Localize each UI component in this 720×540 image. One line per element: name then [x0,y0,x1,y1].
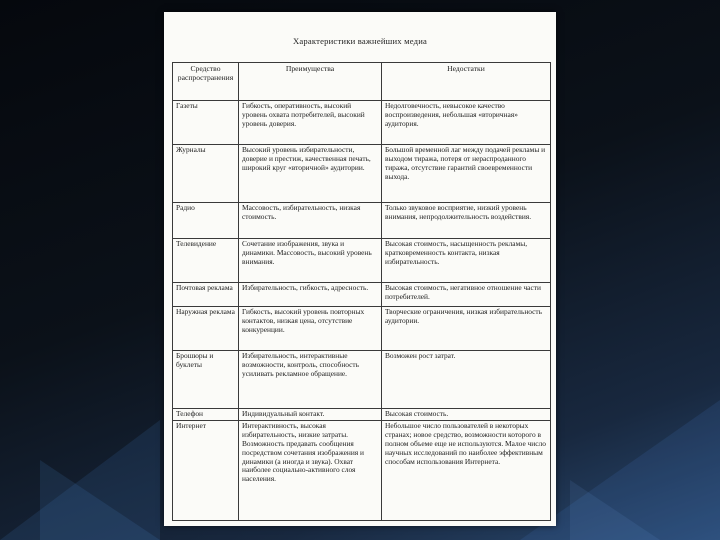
advantages-cell: Гибкость, высокий уровень повторных контактов, низкая цена, отсутствие конкуренции. [239,307,382,351]
media-characteristics-table [172,62,551,521]
advantages-cell: Массовость, избирательность, низкая стоимость. [239,203,382,239]
disadvantages-cell: Высокая стоимость. [382,409,551,421]
advantages-cell: Сочетание изображения, звука и динамики. Массовость, высокий уровень внимания. [239,239,382,283]
table-row [173,203,551,239]
disadvantages-cell: Небольшое число пользователей в некоторых странах; новое средство, возможности которого в полном объеме еще не используются. Малое число научных исследований по наиболее эффективным способам использования Интернета. [382,421,551,521]
medium-cell: Брошюры и буклеты [173,351,239,409]
advantages-cell: Избирательность, гибкость, адресность. [239,283,382,307]
column-header-advantages: Преимущества [239,63,382,101]
disadvantages-cell: Большой временной лаг между подачей рекламы и выходом тиража, потеря от нераспроданного тиража, отсутствие гарантий своевременности выхода. [382,145,551,203]
table-row [173,421,551,521]
table-header-row [173,63,551,101]
medium-cell: Телефон [173,409,239,421]
background-decor-triangle [570,480,660,540]
medium-cell: Радио [173,203,239,239]
disadvantages-cell: Высокая стоимость, негативное отношение части потребителей. [382,283,551,307]
table-row [173,351,551,409]
disadvantages-cell: Недолговечность, невысокое качество воспроизведения, небольшая «вторичная» аудитория. [382,101,551,145]
advantages-cell: Интерактивность, высокая избирательность, низкие затраты. Возможность предавать сообщения посредством сочетания изображения и динамики (а иногда и звука). Охват наиболее социально-активного слоя населения. [239,421,382,521]
disadvantages-cell: Высокая стоимость, насыщенность рекламы, кратковременность контакта, низкая избирательность. [382,239,551,283]
table-row [173,145,551,203]
advantages-cell: Высокий уровень избирательности, доверие и престиж, качественная печать, широкий круг «вторичной» аудитории. [239,145,382,203]
disadvantages-cell: Только звуковое восприятие, низкий уровень внимания, непродолжительность воздействия. [382,203,551,239]
table-row [173,283,551,307]
disadvantages-cell: Возможен рост затрат. [382,351,551,409]
medium-cell: Телевидение [173,239,239,283]
disadvantages-cell: Творческие ограничения, низкая избирательность аудитории. [382,307,551,351]
advantages-cell: Гибкость, оперативность, высокий уровень охвата потребителей, высокий уровень доверия. [239,101,382,145]
background-decor-triangle [40,460,160,540]
column-header-disadvantages: Недостатки [382,63,551,101]
column-header-medium: Средство распространения [173,63,239,101]
medium-cell: Интернет [173,421,239,521]
advantages-cell: Индивидуальный контакт. [239,409,382,421]
advantages-cell: Избирательность, интерактивные возможности, контроль, способность усиливать рекламное обращение. [239,351,382,409]
table-row [173,101,551,145]
medium-cell: Журналы [173,145,239,203]
medium-cell: Наружная реклама [173,307,239,351]
table-row [173,239,551,283]
scanned-document-page [164,12,556,526]
medium-cell: Почтовая реклама [173,283,239,307]
table-row [173,409,551,421]
table-row [173,307,551,351]
medium-cell: Газеты [173,101,239,145]
document-title: Характеристики важнейших медиа [292,36,428,46]
